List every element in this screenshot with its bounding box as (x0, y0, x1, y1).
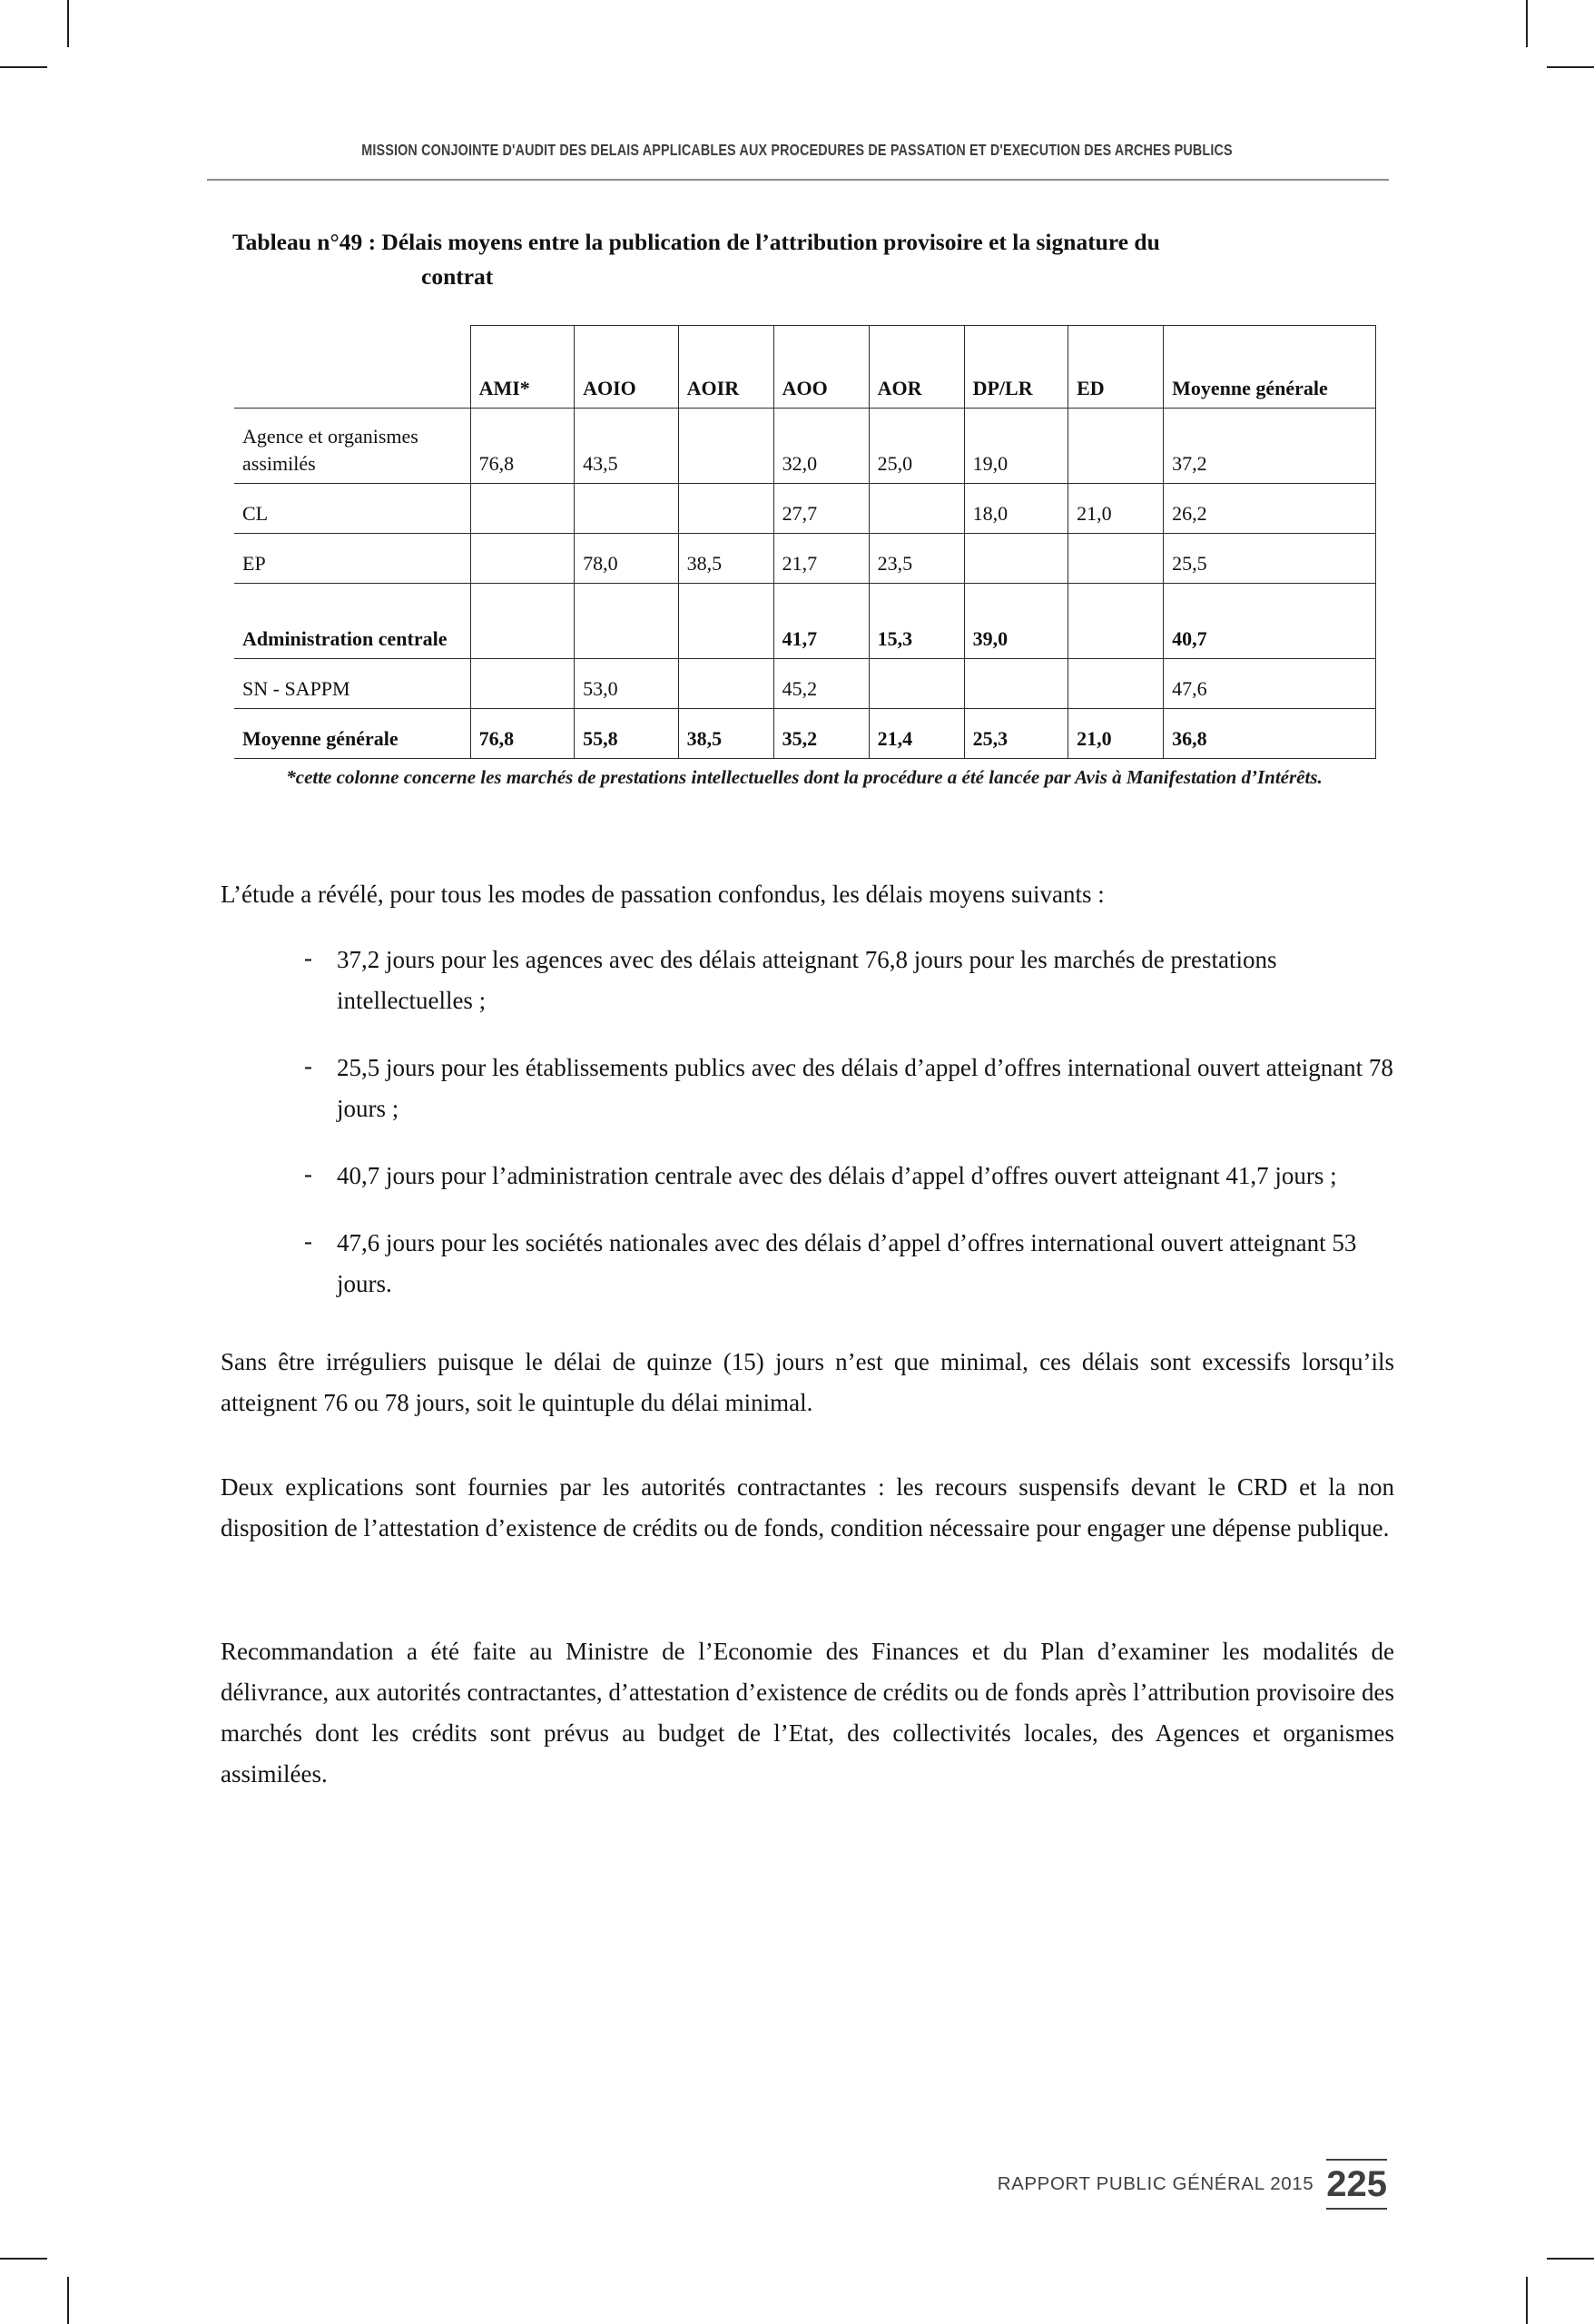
cell-ami (470, 534, 575, 584)
crop-mark-top-right-vertical (1526, 0, 1528, 47)
crop-mark-bottom-left-vertical (67, 2277, 69, 2324)
row-label: CL (234, 484, 470, 534)
cell-ed (1068, 409, 1164, 484)
list-item (304, 1156, 1394, 1196)
table-row (234, 659, 1376, 709)
cell-aoio (575, 584, 679, 659)
column-header-ami: AMI* (470, 326, 575, 409)
column-header-aoo: AOO (773, 326, 869, 409)
cell-moyenne: 47,6 (1164, 659, 1376, 709)
delays-table (234, 325, 1376, 759)
cell-aoir: 38,5 (678, 709, 773, 759)
findings-list (221, 940, 1394, 1305)
cell-aoir (678, 584, 773, 659)
cell-ami: 76,8 (470, 709, 575, 759)
table-row-total (234, 709, 1376, 759)
lead-paragraph: L’étude a révélé, pour tous les modes de passation confondus, les délais moyens suivants : (221, 881, 1105, 908)
cell-aor: 25,0 (869, 409, 964, 484)
cell-dplr: 19,0 (964, 409, 1068, 484)
row-label: Moyenne générale (234, 709, 470, 759)
cell-ed (1068, 534, 1164, 584)
cell-dplr: 18,0 (964, 484, 1068, 534)
cell-ami: 76,8 (470, 409, 575, 484)
row-label: SN - SAPPM (234, 659, 470, 709)
delays-table-wrapper (234, 325, 1376, 759)
cell-aor (869, 484, 964, 534)
cell-aoo: 41,7 (773, 584, 869, 659)
column-header-moyenne-generale: Moyenne générale (1164, 326, 1376, 409)
running-header: MISSION CONJOINTE D'AUDIT DES DELAIS APPLICABLES AUX PROCEDURES DE PASSATION ET D'EXECUTION DES ARCHES PUBLICS (361, 141, 1233, 159)
table-footnote (232, 761, 1376, 793)
row-label: Agence et organismes assimilés (234, 409, 470, 484)
list-item-text: 37,2 jours pour les agences avec des délais atteignant 76,8 jours pour les marchés de prestations intellectuelles ; (337, 946, 1277, 1014)
cell-aoir: 38,5 (678, 534, 773, 584)
cell-moyenne: 26,2 (1164, 484, 1376, 534)
body-paragraph-4: Recommandation a été faite au Ministre de l’Economie des Finances et du Plan d’examiner les modalités de délivrance, aux autorités contractantes, d’attestation d’existence de crédits ou de fonds après l’attribution provisoire des marchés dont les crédits sont prévus au budget de l’Etat, des collectivités locales, des Agences et organismes assimilées. (221, 1638, 1394, 1787)
crop-mark-top-left-vertical (67, 0, 69, 47)
crop-mark-bottom-left-horizontal (0, 2258, 47, 2260)
cell-aoir (678, 659, 773, 709)
cell-ed: 21,0 (1068, 484, 1164, 534)
cell-aor (869, 659, 964, 709)
table-caption-line-2: contrat (421, 263, 494, 290)
footnote-line-1: *cette colonne concerne les marchés de prestations intellectuelles dont la procédure a été lancée par Avis à (286, 766, 1122, 788)
row-label: EP (234, 534, 470, 584)
cell-aoio: 53,0 (575, 659, 679, 709)
table-row (234, 584, 1376, 659)
bullet-list-block (221, 940, 1394, 1331)
cell-dplr (964, 659, 1068, 709)
crop-mark-top-left-horizontal (0, 66, 47, 68)
cell-ami (470, 484, 575, 534)
table-row (234, 409, 1376, 484)
paragraph-block-4 (221, 1631, 1394, 1795)
cell-aoio: 78,0 (575, 534, 679, 584)
list-item-text: 47,6 jours pour les sociétés nationales avec des délais d’appel d’offres international ouvert atteignant 53 jours. (337, 1229, 1357, 1297)
cell-ami (470, 659, 575, 709)
cell-aoo: 45,2 (773, 659, 869, 709)
body-paragraph-2: Sans être irréguliers puisque le délai de quinze (15) jours n’est que minimal, ces délais sont excessifs lorsqu’ils atteignent 76 ou 78 jours, soit le quintuple du délai minimal. (221, 1348, 1394, 1416)
paragraph-block-2 (221, 1342, 1394, 1423)
cell-dplr: 25,3 (964, 709, 1068, 759)
cell-ed (1068, 584, 1164, 659)
cell-aoo: 32,0 (773, 409, 869, 484)
body-paragraph-3: Deux explications sont fournies par les autorités contractantes : les recours suspensifs devant le CRD et la non disposition de l’attestation d’existence de crédits ou de fonds, condition nécessaire pour engager une dépense publique. (221, 1473, 1394, 1541)
table-row (234, 534, 1376, 584)
cell-dplr (964, 534, 1068, 584)
list-item-text: 40,7 jours pour l’administration centrale avec des délais d’appel d’offres ouvert atteignant 41,7 jours ; (337, 1162, 1337, 1189)
cell-aoio: 43,5 (575, 409, 679, 484)
table-caption-line-1: Tableau n°49 : Délais moyens entre la publication de l’attribution provisoire et la signature du (232, 229, 1160, 255)
header-rule (207, 179, 1389, 181)
cell-moyenne: 37,2 (1164, 409, 1376, 484)
cell-aor: 21,4 (869, 709, 964, 759)
page-number-box (1326, 2159, 1387, 2210)
table-caption (232, 225, 1367, 294)
bullet-dash-icon: - (304, 944, 312, 971)
cell-aoio (575, 484, 679, 534)
cell-aoio: 55,8 (575, 709, 679, 759)
paragraph-block-3 (221, 1467, 1394, 1549)
cell-dplr: 39,0 (964, 584, 1068, 659)
cell-aoir (678, 409, 773, 484)
column-header-aoio: AOIO (575, 326, 679, 409)
delays-table-body (234, 409, 1376, 759)
table-row (234, 484, 1376, 534)
bullet-dash-icon: - (304, 1052, 312, 1079)
cell-aoir (678, 484, 773, 534)
column-header-dplr: DP/LR (964, 326, 1068, 409)
cell-aor: 15,3 (869, 584, 964, 659)
cell-ed: 21,0 (1068, 709, 1164, 759)
footer-label: RAPPORT PUBLIC GÉNÉRAL 2015 (997, 2173, 1314, 2194)
cell-ami (470, 584, 575, 659)
list-item (304, 1048, 1394, 1129)
column-header-ed: ED (1068, 326, 1164, 409)
column-header-aoir: AOIR (678, 326, 773, 409)
crop-mark-bottom-right-horizontal (1547, 2258, 1594, 2260)
crop-mark-bottom-right-vertical (1526, 2277, 1528, 2324)
bullet-dash-icon: - (304, 1227, 312, 1255)
row-label: Administration centrale (234, 584, 470, 659)
cell-ed (1068, 659, 1164, 709)
lead-paragraph-block (221, 874, 1394, 915)
page-footer (998, 2159, 1387, 2210)
cell-aoo: 35,2 (773, 709, 869, 759)
bullet-dash-icon: - (304, 1160, 312, 1187)
list-item-text: 25,5 jours pour les établissements publics avec des délais d’appel d’offres international ouvert atteignant 78 jours ; (337, 1054, 1393, 1122)
delays-table-head (234, 326, 1376, 409)
page-number: 225 (1326, 2164, 1387, 2204)
cell-aoo: 27,7 (773, 484, 869, 534)
crop-mark-top-right-horizontal (1547, 66, 1594, 68)
list-item (304, 1223, 1394, 1305)
table-header-row (234, 326, 1376, 409)
cell-moyenne: 25,5 (1164, 534, 1376, 584)
cell-moyenne: 36,8 (1164, 709, 1376, 759)
list-item (304, 940, 1394, 1021)
footnote-line-2: Manifestation d’Intérêts. (1126, 766, 1323, 788)
cell-aor: 23,5 (869, 534, 964, 584)
column-header-aor: AOR (869, 326, 964, 409)
cell-moyenne: 40,7 (1164, 584, 1376, 659)
column-header-rowlabel (234, 326, 470, 409)
cell-aoo: 21,7 (773, 534, 869, 584)
